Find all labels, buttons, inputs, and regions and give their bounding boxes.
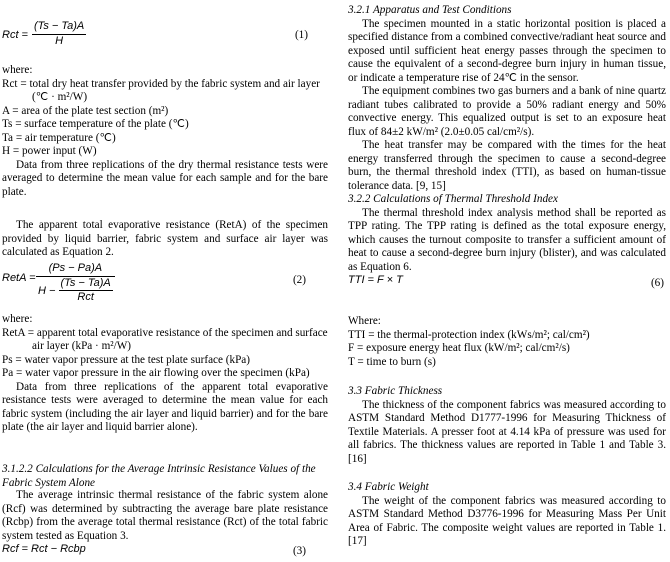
eq1-lhs: Rct =	[2, 29, 28, 41]
eq3-text: Rcf = Rct − Rcbp	[2, 543, 86, 555]
paragraph-r1: The specimen mounted in a static horizontal position is placed a specified distance from a combined convective/radiant heat source and exposed until sufficient heat energy passes through the specimen to cause the equivalent of a second-degree burn injury in human tissue, or indicate a temperature rise of 24℃ in the sensor.	[348, 17, 666, 84]
paragraph-r3: The heat transfer may be compared with the times for the heat energy transferred through the specimen to cause a second-degree burn, the thermal threshold index (TTI), as based on human-tissue tolerance data. [9, 15]	[348, 139, 666, 192]
equation-3	[2, 543, 328, 557]
where-label-2: where:	[2, 313, 33, 325]
eq2-number: (2)	[292, 274, 306, 286]
section-heading-3-4: 3.4 Fabric Weight	[348, 481, 429, 493]
eq3-number: (3)	[292, 545, 306, 557]
eq2-numerator: (Ps − Pa)A	[36, 262, 115, 277]
eq2-denominator	[36, 277, 115, 305]
equation-6	[348, 274, 666, 288]
paragraph-4: The average intrinsic thermal resistance of the fabric system alone (Rcf) was determined by subtracting the average bare plate resistance (Rcbp) from the average total thermal resistance (Rct) of the total fabric system tested as Equation 3.	[2, 489, 328, 542]
def-ps: Ps = water vapor pressure at the test plate surface (kPa)	[2, 353, 250, 366]
paragraph-r6: The weight of the component fabrics was measured according to ASTM Standard Method D3776-1996 for Measuring Mass Per Unit Area of Fabric. The composite weight values are reported in Table 1. [17]	[348, 494, 666, 547]
section-heading-3-3: 3.3 Fabric Thickness	[348, 385, 443, 397]
equation-1	[2, 20, 330, 50]
eq1-denominator: H	[55, 34, 64, 47]
section-heading-3-1-2-2: 3.1.2.2 Calculations for the Average Intrinsic Resistance Values of the Fabric System Alone	[2, 463, 316, 489]
paragraph-1: Data from three replications of the dry thermal resistance tests were averaged to determine the mean value for each sample and for the bare plate.	[2, 158, 328, 198]
section-heading-3-2-1: 3.2.1 Apparatus and Test Conditions	[348, 4, 512, 16]
def-a: A = area of the plate test section (m²)	[2, 104, 169, 117]
eq2-inner-numerator: (Ts − Ta)A	[59, 277, 113, 292]
equation-2	[2, 262, 328, 310]
where-label-1: where:	[2, 64, 33, 76]
definitions-2	[2, 313, 328, 435]
eq6-number: (6)	[650, 277, 664, 289]
eq1-numerator: (Ts − Ta)A	[32, 20, 86, 35]
def-t: T = time to burn (s)	[348, 355, 436, 368]
def-f: F = exposure energy heat flux (kW/m²; cal/cm²/s)	[348, 342, 570, 354]
eq2-lhs: RetA =	[2, 272, 36, 284]
where-label-r: Where:	[348, 315, 381, 327]
eq2-fraction	[36, 262, 115, 305]
paragraph-3: Data from three replications of the apparent total evaporative resistance tests were averaged to determine the mean value for each fabric system (including the air layer and liquid barrier) and for the bare plate (the air layer and liquid barrier alone).	[2, 380, 328, 433]
paragraph-r4: The thermal threshold index analysis method shall be reported as TPP rating. The TPP rating is defined as the total exposure energy, which causes the turnout composite to transfer a sufficient amount of heat to cause a second-degree burn injury (blister), and was calculated as Equation 6.	[348, 206, 666, 273]
paragraph-r2: The equipment combines two gas burners and a bank of nine quartz radiant tubes calibrated to provide a 50% radiant energy and 50% convective energy. This equalized output is set to an exposure heat flux of 84±2 kW/m² (2.0±0.05 cal/cm²/s).	[348, 85, 666, 138]
paragraph-r5: The thickness of the component fabrics was measured according to ASTM Standard Method D1777-1996 for Measuring Thickness of Textile Materials. A presser foot at 4.14 kPa of pressure was used for all fabrics. The thickness values are reported in Table 1 and Table 3. [16]	[348, 398, 666, 465]
def-ta: Ta = air temperature (℃)	[2, 131, 116, 144]
def-rct: Rct = total dry heat transfer provided by the fabric system and air layer (℃ · m²/W)	[2, 77, 320, 103]
right-block-1	[348, 4, 666, 288]
def-ts: Ts = surface temperature of the plate (℃)	[2, 118, 189, 130]
right-block-3	[348, 385, 666, 466]
eq2-inner-denominator: Rct	[77, 291, 94, 303]
right-block-2	[348, 315, 666, 369]
def-tti: TTI = the thermal-protection index (kWs/m²; cal/cm²)	[348, 328, 590, 341]
definitions-1	[2, 64, 328, 199]
eq2-den-prefix: H −	[38, 284, 56, 297]
eq6-text: TTI = F × T	[348, 274, 403, 286]
section-heading-3-2-2: 3.2.2 Calculations of Thermal Threshold Index	[348, 193, 558, 205]
def-pa: Pa = water vapor pressure in the air flowing over the specimen (kPa)	[2, 367, 310, 379]
eq2-inner-fraction	[59, 277, 113, 305]
paragraph-2: The apparent total evaporative resistance (RetA) of the specimen provided by liquid barrier, fabric system and surface air layer was calculated as Equation 2.	[2, 219, 328, 258]
def-h: H = power input (W)	[2, 145, 97, 157]
eq1-number: (1)	[294, 29, 308, 41]
right-block-4	[348, 481, 666, 549]
def-ret: RetA = apparent total evaporative resistance of the specimen and surface air layer (kPa · m²/W)	[2, 326, 328, 352]
eq1-fraction	[32, 20, 86, 48]
